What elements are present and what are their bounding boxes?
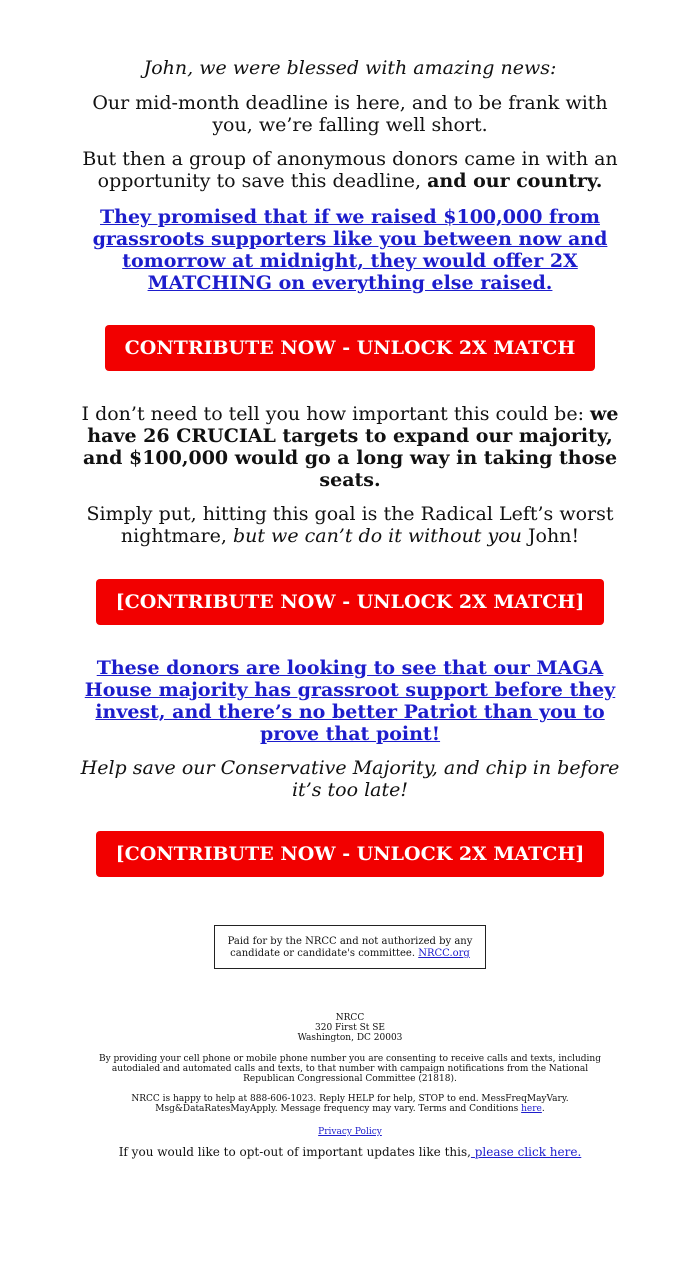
- paragraph-donors-text: But then a group of anonymous donors came in with an opportunity to save this deadline,: [82, 148, 618, 192]
- footer-privacy: [70, 1127, 630, 1137]
- match-promise-link[interactable]: They promised that if we raised $100,000 from grassroots supporters like you between now and tomorrow at midnight, they would offer 2X MATCHING on everything else raised.: [92, 206, 608, 294]
- donors-support-link[interactable]: These donors are looking to see that our MAGA House majority has grassroot support before they invest, and there’s no better Patriot than you to prove that point!: [84, 657, 616, 745]
- email-body: [70, 56, 630, 1159]
- contribute-button-3[interactable]: [CONTRIBUTE NOW - UNLOCK 2X MATCH]: [96, 831, 605, 877]
- opt-out-text: If you would like to opt-out of important updates like this,: [118, 1145, 471, 1159]
- disclaimer-text: Paid for by the NRCC and not authorized by any candidate or candidate's committee.: [227, 936, 473, 959]
- paragraph-donors: [70, 148, 630, 192]
- paid-for-disclaimer: [214, 925, 486, 969]
- terms-link[interactable]: here: [521, 1104, 542, 1114]
- paragraph-targets-text: I don’t need to tell you how important this could be:: [81, 403, 584, 425]
- paragraph-deadline: Our mid-month deadline is here, and to be frank with you, we’re falling well short.: [92, 92, 608, 136]
- opt-out: [70, 1145, 630, 1159]
- paragraph-goal-italic: but we can’t do it without you: [232, 525, 522, 547]
- privacy-policy-link[interactable]: Privacy Policy: [318, 1127, 382, 1137]
- footer-city: Washington, DC 20003: [297, 1033, 403, 1043]
- greeting: John, we were blessed with amazing news:: [143, 57, 557, 79]
- nrcc-link[interactable]: NRCC.org: [418, 948, 470, 959]
- footer-help-text: NRCC is happy to help at 888-606-1023. Reply HELP for help, STOP to end. MessFreqMayVary. Msg&DataRatesMayApply. Message frequency may vary. Terms and Conditions: [131, 1094, 569, 1114]
- donors-support: [70, 657, 630, 745]
- footer-consent: By providing your cell phone or mobile phone number you are consenting to receive calls and texts, including autodialed and automated calls and texts, to that number with campaign notifications from the National Republican Congressional Committee (21818).: [98, 1054, 601, 1084]
- footer-address: [70, 1013, 630, 1043]
- contribute-button-1[interactable]: CONTRIBUTE NOW - UNLOCK 2X MATCH: [105, 325, 596, 371]
- button-row-2: [70, 579, 630, 625]
- paragraph-donors-bold: and our country.: [427, 170, 603, 192]
- paragraph-goal-text: Simply put, hitting this goal is the Radical Left’s worst nightmare,: [86, 503, 614, 547]
- opt-out-link[interactable]: please click here.: [470, 1145, 582, 1159]
- contribute-button-2[interactable]: [CONTRIBUTE NOW - UNLOCK 2X MATCH]: [96, 579, 605, 625]
- paragraph-goal-end: John!: [527, 525, 580, 547]
- footer-help: NRCC is happy to help at 888-606-1023. Reply HELP for help, STOP to end. MessFreqMayVary. Msg&DataRatesMayApply. Message frequency may vary. Terms and Conditions here.: [131, 1094, 569, 1114]
- paragraph-targets-bold: we have 26 CRUCIAL targets to expand our majority, and $100,000 would go a long way in taking those seats.: [82, 403, 619, 491]
- paragraph-targets: [70, 403, 630, 491]
- footer-street: 320 First St SE: [315, 1023, 385, 1033]
- paragraph-goal: [70, 503, 630, 547]
- footer-org: NRCC: [335, 1013, 365, 1023]
- button-row-1: [70, 325, 630, 371]
- match-promise: [70, 206, 630, 294]
- button-row-3: [70, 831, 630, 877]
- disclaimer-wrap: [70, 925, 630, 969]
- paragraph-chip-in: Help save our Conservative Majority, and chip in before it’s too late!: [80, 757, 620, 801]
